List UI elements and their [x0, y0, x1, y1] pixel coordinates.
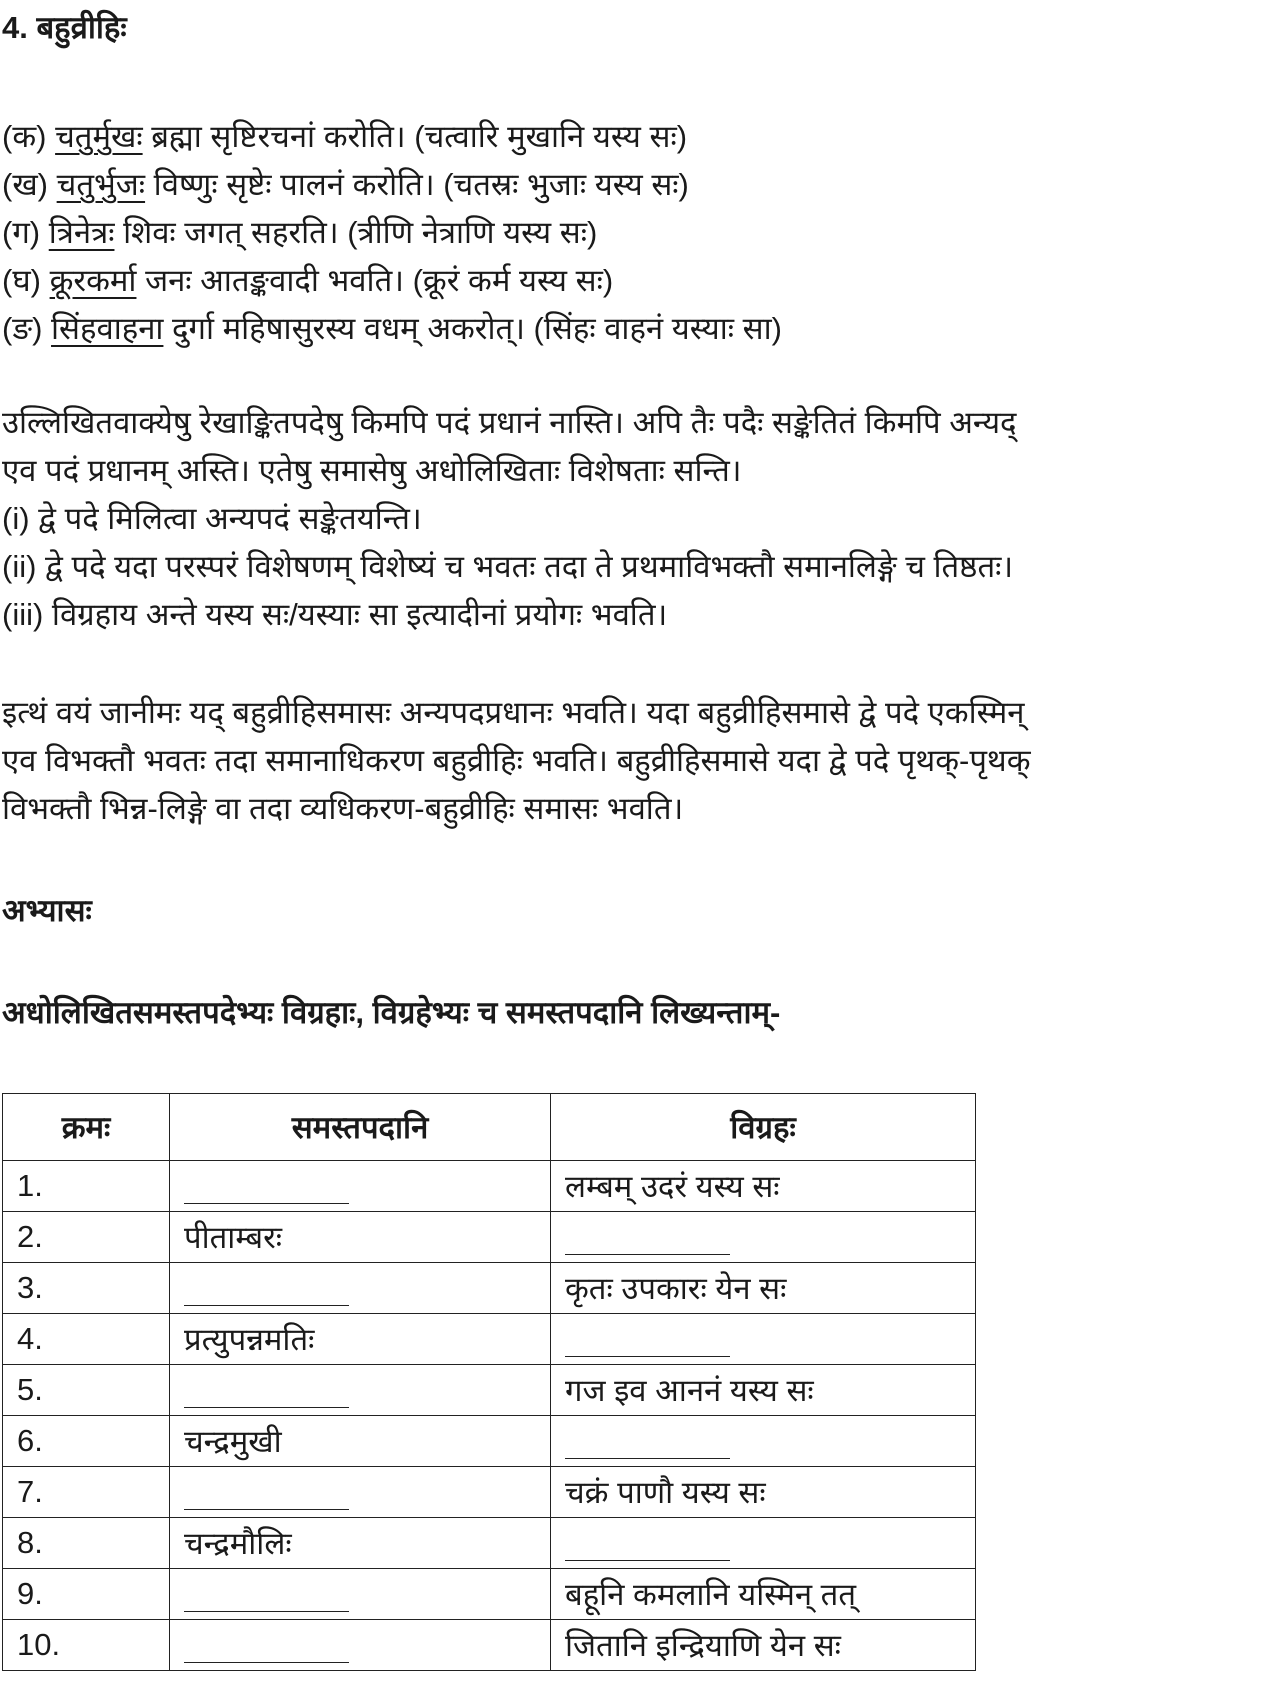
serial-cell: 8. — [3, 1518, 170, 1569]
samasta-cell: चन्द्रमौलिः — [170, 1518, 551, 1569]
vigraha-cell: जितानि इन्द्रियाणि येन सः — [551, 1620, 976, 1671]
serial-cell: 3. — [3, 1263, 170, 1314]
serial-cell: 7. — [3, 1467, 170, 1518]
header-serial: क्रमः — [3, 1094, 170, 1161]
underlined-compound: त्रिनेत्रः — [48, 215, 115, 250]
answer-blank[interactable] — [184, 1377, 349, 1408]
example-marker: (घ) — [2, 263, 41, 298]
header-samasta: समस्तपदानि — [170, 1094, 551, 1161]
samasta-cell: पीताम्बरः — [170, 1212, 551, 1263]
table-row — [3, 1263, 976, 1314]
underlined-compound: सिंहवाहना — [51, 311, 164, 346]
paragraph-line: (i) द्वे पदे मिलित्वा अन्यपदं सङ्केतयन्ति। — [2, 501, 422, 536]
paragraph-features — [2, 399, 1017, 639]
serial-cell: 4. — [3, 1314, 170, 1365]
exercise-title: अभ्यासः — [2, 893, 92, 928]
exercise-instruction: अधोलिखितसमस्तपदेभ्यः विग्रहाः, विग्रहेभ्यः च समस्तपदानि लिख्यन्ताम्- — [2, 995, 781, 1030]
example-item — [2, 257, 782, 305]
vigraha-cell: बहूनि कमलानि यस्मिन् तत् — [551, 1569, 976, 1620]
vigraha-cell: कृतः उपकारः येन सः — [551, 1263, 976, 1314]
answer-blank[interactable] — [565, 1428, 730, 1459]
example-item — [2, 305, 782, 353]
example-sentence: शिवः जगत् सहरति। (त्रीणि नेत्राणि यस्य सः) — [114, 215, 598, 250]
vigraha-cell: लम्बम् उदरं यस्य सः — [551, 1161, 976, 1212]
vigraha-cell: चक्रं पाणौ यस्य सः — [551, 1467, 976, 1518]
answer-blank[interactable] — [184, 1632, 349, 1663]
paragraph-line: (iii) विग्रहाय अन्ते यस्य सः/यस्याः सा इत्यादीनां प्रयोगः भवति। — [2, 597, 668, 632]
paragraph-line: इत्थं वयं जानीमः यद् बहुव्रीहिसमासः अन्यपदप्रधानः भवति। यदा बहुव्रीहिसमासे द्वे पदे एकस्मिन् — [2, 695, 1025, 730]
answer-blank[interactable] — [565, 1224, 730, 1255]
example-sentence: विष्णुः सृष्टेः पालनं करोति। (चतस्रः भुजाः यस्य सः) — [145, 167, 689, 202]
example-sentence: ब्रह्मा सृष्टिरचनां करोति। (चत्वारि मुखानि यस्य सः) — [142, 119, 688, 154]
samasta-cell — [170, 1569, 551, 1620]
header-vigraha: विग्रहः — [551, 1094, 976, 1161]
example-sentence: जनः आतङ्कवादी भवति। (क्रूरं कर्म यस्य सः) — [136, 263, 614, 298]
paragraph-line: विभक्तौ भिन्न-लिङ्गे वा तदा व्यधिकरण-बहुव्रीहिः समासः भवति। — [2, 791, 684, 826]
example-marker: (क) — [2, 119, 47, 154]
vigraha-cell: गज इव आननं यस्य सः — [551, 1365, 976, 1416]
vigraha-cell — [551, 1518, 976, 1569]
vigraha-cell — [551, 1212, 976, 1263]
table-header-row — [3, 1094, 976, 1161]
example-marker: (ग) — [2, 215, 41, 250]
paragraph-line: एव पदं प्रधानम् अस्ति। एतेषु समासेषु अधोलिखिताः विशेषताः सन्ति। — [2, 453, 742, 488]
underlined-compound: चतुर्मुखः — [55, 119, 143, 154]
table-row — [3, 1161, 976, 1212]
table-row — [3, 1212, 976, 1263]
example-marker: (ख) — [2, 167, 49, 202]
paragraph-line: (ii) द्वे पदे यदा परस्परं विशेषणम् विशेष्यं च भवतः तदा ते प्रथमाविभक्तौ समानलिङ्गे च तिष्ठतः। — [2, 549, 1014, 584]
samasta-cell — [170, 1467, 551, 1518]
answer-blank[interactable] — [184, 1479, 349, 1510]
examples-list — [2, 113, 782, 353]
exercise-table — [2, 1093, 976, 1671]
serial-cell: 5. — [3, 1365, 170, 1416]
vigraha-cell — [551, 1416, 976, 1467]
answer-blank[interactable] — [184, 1173, 349, 1204]
samasta-cell: प्रत्युपन्नमतिः — [170, 1314, 551, 1365]
paragraph-line: उल्लिखितवाक्येषु रेखाङ्कितपदेषु किमपि पदं प्रधानं नास्ति। अपि तैः पदैः सङ्केतितं किमपि अन्यद् — [2, 405, 1017, 440]
paragraph-line: एव विभक्तौ भवतः तदा समानाधिकरण बहुव्रीहिः भवति। बहुव्रीहिसमासे यदा द्वे पदे पृथक्-पृथक् — [2, 743, 1031, 778]
serial-cell: 9. — [3, 1569, 170, 1620]
answer-blank[interactable] — [565, 1530, 730, 1561]
samasta-cell — [170, 1263, 551, 1314]
serial-cell: 2. — [3, 1212, 170, 1263]
samasta-cell — [170, 1620, 551, 1671]
paragraph-summary — [2, 689, 1031, 833]
serial-cell: 1. — [3, 1161, 170, 1212]
underlined-compound: चतुर्भुजः — [56, 167, 146, 202]
table-row — [3, 1569, 976, 1620]
table-row — [3, 1416, 976, 1467]
example-item — [2, 161, 782, 209]
table-row — [3, 1518, 976, 1569]
serial-cell: 10. — [3, 1620, 170, 1671]
section-title: 4. बहुव्रीहिः — [2, 10, 127, 45]
example-item — [2, 113, 782, 161]
answer-blank[interactable] — [184, 1275, 349, 1306]
samasta-cell — [170, 1365, 551, 1416]
answer-blank[interactable] — [565, 1326, 730, 1357]
example-marker: (ङ) — [2, 311, 43, 346]
underlined-compound: क्रूरकर्मा — [49, 263, 137, 298]
answer-blank[interactable] — [184, 1581, 349, 1612]
table-row — [3, 1365, 976, 1416]
example-sentence: दुर्गा महिषासुरस्य वधम् अकरोत्। (सिंहः वाहनं यस्याः सा) — [163, 311, 782, 346]
table-row — [3, 1314, 976, 1365]
table-row — [3, 1620, 976, 1671]
example-item — [2, 209, 782, 257]
vigraha-cell — [551, 1314, 976, 1365]
serial-cell: 6. — [3, 1416, 170, 1467]
table-row — [3, 1467, 976, 1518]
samasta-cell — [170, 1161, 551, 1212]
samasta-cell: चन्द्रमुखी — [170, 1416, 551, 1467]
